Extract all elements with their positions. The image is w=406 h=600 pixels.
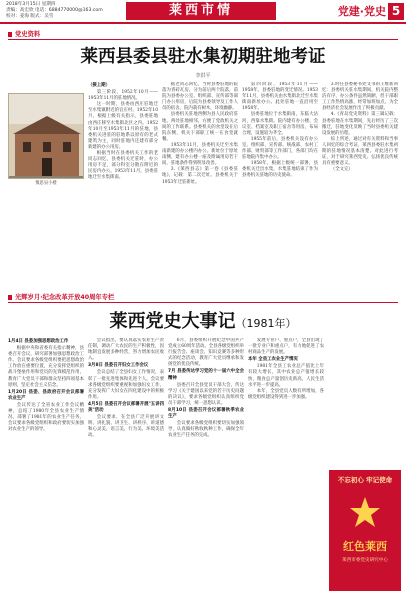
paragraph: 本年，全县党员人数有所增加，各级党组织建设得到进一步加强。 [248, 388, 324, 400]
paragraph: 3.时任县委秘书处文书的王维新回忆：县委机关驻水集期间，机关院内整洁有序，办公条件虽然简陋，但干部职工工作热情高涨，经常加班加点，为全县经济社会发展作出了积极贡献。 [322, 82, 398, 112]
subheading: 本年 全县工农业生产情况 [248, 357, 298, 363]
bottom-headline-year: （1981年） [235, 317, 297, 330]
subheading: 7月 县委传达学习党的十一届六中全会精神 [168, 369, 244, 381]
building-photo [8, 93, 84, 179]
header-date: 2018年3月15日 星期四 [6, 2, 56, 7]
top-column-1 [88, 82, 158, 286]
paragraph: 县委机关驻地西侧为县人民政府驻地，两处驻地相邻，方便了党政机关之间的工作联系。县委机关的食堂设在后院东侧，机关干部职工统一在食堂就餐。 [162, 112, 238, 142]
paragraph: 1955年前后，县委机关设有办公室、组织部、宣传部、统战部、农村工作部、财贸部等工作部门，各部门均在驻地院内集中办公。 [242, 136, 318, 161]
subheading: （接上期） [88, 83, 110, 88]
top-section-label: 党史资料 [8, 30, 40, 39]
paragraph: 据老同志回忆，当时县委驻地的院落为青砖瓦房，分为前后两个院落，前院为县委办公室、组织部、宣传部等部门办公用房，后院为县委领导及工作人员的宿舍。院内栽有树木，环境幽静。 [162, 82, 238, 112]
bottom-headline-text: 莱西党史大事记 [109, 311, 236, 332]
paragraph: 1958年，根据上级统一部署，县委机关迁出水集，水集驻地结束了作为县委机关驻地的历史使命。 [242, 161, 318, 179]
paragraph: 第三阶段，1952年10月——1953年11月的驻地情况。 [88, 90, 158, 102]
paragraph: 会议指出，要认真落实农业生产责任制，调动广大农民的生产积极性，因地制宜发展多种经营，努力增加农民收入。 [88, 338, 164, 362]
subheading: 1月20日 县委、县政府召开会议部署农业生产 [8, 389, 84, 401]
paragraph: （全文完） [330, 167, 353, 173]
paragraph: 根据中央和省委有关指示精神，县委召开会议，研究部署加强思想政治工作。会议要求各级党组织要把思想政治工作放在重要位置，充分发挥党组织的战斗堡垒作用和党员的先锋模范作用，教育广大党员干部和群众坚持四项基本原则，坚定社会主义信念。 [8, 346, 84, 388]
header-proof: 校对：姜海 版式：吴雪 [6, 14, 54, 20]
subheading: 8月10日 县委召开会议部署秋季农业生产 [168, 408, 244, 420]
red-star-icon [349, 496, 381, 532]
top-headline: 莱西县委县驻水集初期驻地考证 [80, 47, 326, 67]
paragraph: 3.《莱西县志》第一卷《县委驻地》，记载：第二次迁址。县委机关于1953年迁驻新址。 [162, 167, 238, 185]
paragraph: 第四阶段，1953年11月——1958年，县委驻地的变迁情况。1953年11月，县委机关由水集街北迁至水集街南新址办公。此处驻地一直沿用至1958年。 [242, 82, 318, 112]
bottom-section-divider [8, 302, 398, 303]
paragraph: 4.《青岛党史资料》第三辑记载：县委驻地在水集期间，先后经历了三次搬迁，驻地变化反映了当时县委机关建设发展的历程。 [322, 112, 398, 136]
paragraph: 会议总结了全县妇女工作情况，表彰了一批先进集体和先进个人。会议要求各级党组织要重视和加强妇女工作，充分发挥广大妇女在四化建设中的积极作用。 [88, 370, 164, 400]
paragraph: 根据当时在县委机关工作的老同志回忆，县委机关迁驻时，办公用房不足，部分科室分散在附近的民房内办公。1953年11月，县委驻地迁至水集街南。 [88, 151, 158, 181]
section-title: 党建·党史 [337, 5, 386, 18]
top-column-2 [162, 82, 238, 286]
top-column-4 [322, 82, 398, 286]
paragraph: 会议要求各级党组织要切实加强领导，认真做好秋收秋种工作，确保全年农业生产任务的完成。 [168, 421, 244, 439]
top-byline: 李洪平 [195, 73, 211, 79]
photo-caption: 慎思泉小楼 [35, 181, 57, 186]
page-number: 5 [388, 3, 404, 20]
paragraph: 会议要求，在全县广泛开展讲文明、讲礼貌、讲卫生、讲秩序、讲道德和心灵美、语言美、行为美、环境美活动。 [88, 415, 164, 439]
page-header [0, 0, 406, 24]
bottom-column-1 [8, 338, 84, 594]
ad-slogan: 不忘初心 牢记使命 [337, 476, 393, 484]
bottom-column-4 [248, 338, 324, 594]
subheading: 3月8日 县委召开妇女工作会议 [88, 363, 149, 369]
red-culture-ad [329, 470, 401, 591]
subheading: 1月4日 县委加强思想政治工作 [8, 339, 69, 344]
paragraph: 县委驻地位于水集街南，东临大沽河，西靠水集街。院内建有办公楼、会议室、档案室及职工宿舍等用房，布局合理，设施较为齐全。 [242, 112, 318, 136]
header-editor: 责编：高宏欣 电话：6884770000@163.com [6, 8, 103, 14]
paragraph: 会议传达了全省农业工作会议精神，总结了1980年全县农业生产情况，部署了1981年的农业生产任务。会议要求各级党组织和政府要切实加强对农业生产的领导。 [8, 402, 84, 433]
header-info [6, 2, 118, 21]
paragraph: 1981年全县工农业总产值比上年有较大增长，其中农业总产值增长较快，粮食总产量创历史新高，人民生活水平进一步提高。 [248, 364, 324, 388]
paragraph: 县委召开全县党员干部大会，传达学习《关于建国以来党的若干历史问题的决议》，要求各级党组织认真组织党员干部学习，统一思想认识。 [168, 382, 244, 406]
paragraph: 发展专业户、重点户，全县出现了一批专业户和重点户，有力地促进了农村商品生产的发展。 [248, 338, 324, 356]
top-section-divider [8, 39, 398, 40]
paragraph: 6月，县委组织开展纪念中国共产党成立60周年活动。全县各级党组织举行报告会、座谈会、知识竞赛等多种形式的纪念活动，教育广大党员继承和发扬党的优良传统。 [168, 338, 244, 368]
bottom-column-2 [88, 338, 164, 594]
subheading: 4月5日 县委召开会议部署开展"五讲四美"活动 [88, 401, 164, 414]
paragraph: 1953年11月，县委机关迁至水集南新建的办公楼内办公。新址位于原址南侧，建有办公楼一座及附属用房若干间，驻地条件得到明显改善。 [162, 142, 238, 167]
building-illustration [9, 94, 84, 179]
top-column-3 [242, 82, 318, 286]
ad-footer: 莱西市委党史研究中心 [342, 558, 388, 563]
bottom-headline [8, 311, 398, 335]
bottom-section-label: 光辉岁月·纪念改革开放40周年专栏 [8, 293, 114, 302]
bottom-column-3 [168, 338, 244, 594]
ad-main-title: 红色莱西 [343, 540, 387, 553]
paragraph: 综上所述，通过对有关资料和当事人回忆的综合考证，莱西县委驻水集初期的驻地情况基本清楚。对此进行考证，对于研究莱西党史、弘扬优良传统具有重要意义。 [322, 136, 398, 167]
newspaper-section-logo: 莱西市情 [126, 2, 276, 20]
paragraph: 这一时期，县委由西庄驻地迁至水集镇附近的官庄村。1952年10月，根据上级有关指示，县委驻地由西庄移至水集街北区之内。1952年10月至1953年11月的驻地，县委机关进驻的驻地系以原有的老式建筑为主，同时驻地内还建有部分新建的办公用房。 [88, 102, 158, 150]
